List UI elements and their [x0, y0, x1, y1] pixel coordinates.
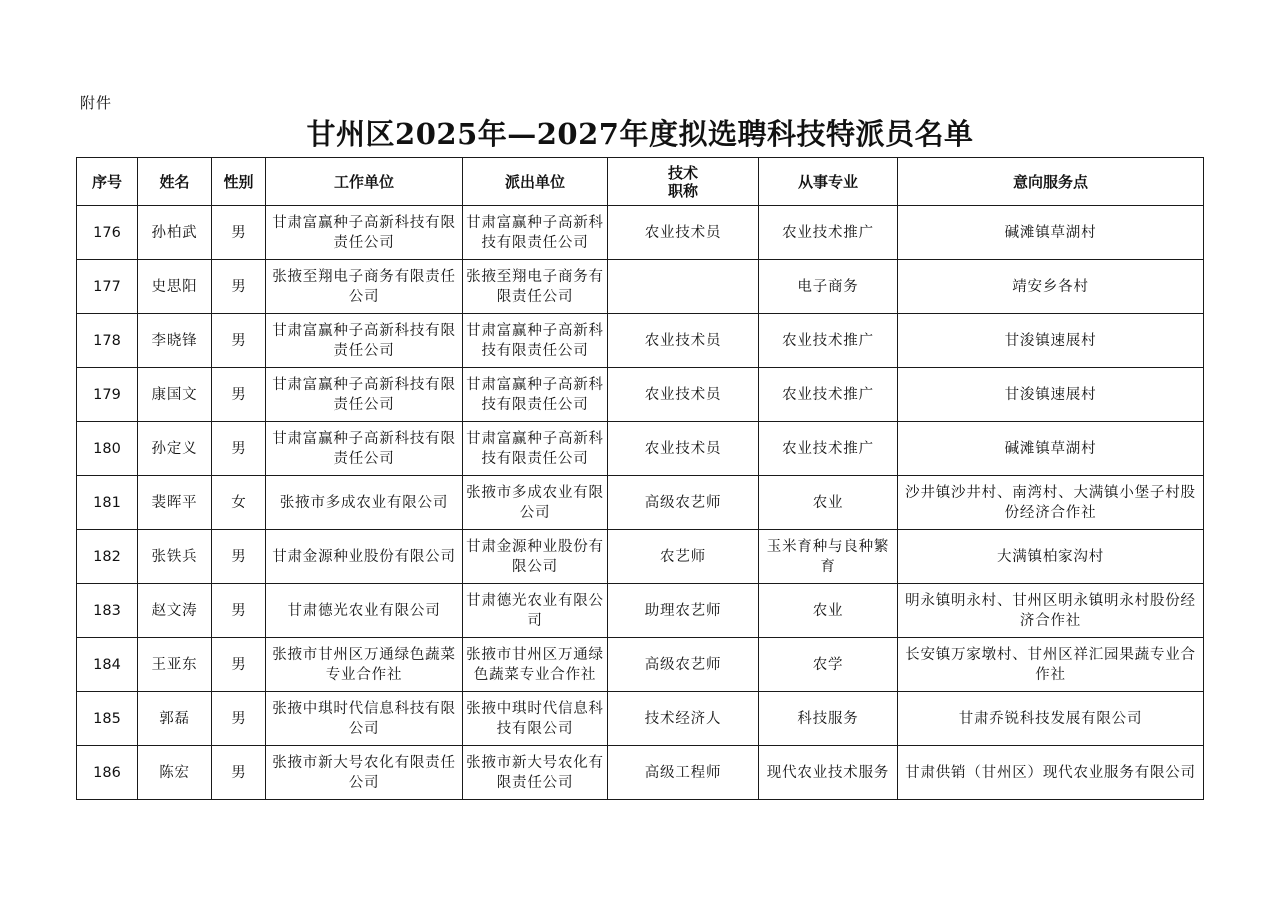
cell-gender: 男 [212, 422, 266, 476]
cell-service-point: 甘浚镇速展村 [898, 314, 1204, 368]
table-row [77, 422, 1204, 476]
cell-work-unit: 张掖至翔电子商务有限责任公司 [266, 260, 463, 314]
table-row [77, 692, 1204, 746]
table-row [77, 260, 1204, 314]
cell-work-unit: 甘肃金源种业股份有限公司 [266, 530, 463, 584]
cell-name: 孙柏武 [138, 206, 212, 260]
cell-dispatch-unit: 甘肃金源种业股份有限公司 [463, 530, 608, 584]
cell-seq: 179 [77, 368, 138, 422]
table-row [77, 314, 1204, 368]
roster-table [76, 157, 1204, 800]
cell-name: 赵文涛 [138, 584, 212, 638]
header-tech-title-line1: 技术 [667, 163, 698, 182]
cell-work-unit: 甘肃德光农业有限公司 [266, 584, 463, 638]
cell-name: 王亚东 [138, 638, 212, 692]
cell-service-point: 大满镇柏家沟村 [898, 530, 1204, 584]
cell-name: 史思阳 [138, 260, 212, 314]
cell-dispatch-unit: 张掖市多成农业有限公司 [463, 476, 608, 530]
cell-tech-title: 农艺师 [608, 530, 759, 584]
cell-name: 裴晖平 [138, 476, 212, 530]
cell-gender: 男 [212, 638, 266, 692]
cell-service-point: 碱滩镇草湖村 [898, 206, 1204, 260]
cell-seq: 184 [77, 638, 138, 692]
cell-seq: 178 [77, 314, 138, 368]
cell-name: 李晓锋 [138, 314, 212, 368]
cell-dispatch-unit: 张掖市甘州区万通绿色蔬菜专业合作社 [463, 638, 608, 692]
cell-gender: 男 [212, 530, 266, 584]
cell-specialty: 现代农业技术服务 [759, 746, 898, 800]
cell-tech-title: 农业技术员 [608, 368, 759, 422]
cell-name: 张铁兵 [138, 530, 212, 584]
document-title: 甘州区2025年—2027年度拟选聘科技特派员名单 [306, 117, 974, 151]
cell-name: 郭磊 [138, 692, 212, 746]
table-header-row [77, 158, 1204, 206]
cell-dispatch-unit: 甘肃富赢种子高新科技有限责任公司 [463, 422, 608, 476]
cell-specialty: 农业技术推广 [759, 206, 898, 260]
cell-name: 陈宏 [138, 746, 212, 800]
cell-name: 康国文 [138, 368, 212, 422]
table-row [77, 206, 1204, 260]
cell-tech-title: 高级农艺师 [608, 476, 759, 530]
table-row [77, 530, 1204, 584]
cell-gender: 男 [212, 692, 266, 746]
cell-gender: 男 [212, 314, 266, 368]
cell-seq: 185 [77, 692, 138, 746]
cell-seq: 183 [77, 584, 138, 638]
cell-service-point: 甘浚镇速展村 [898, 368, 1204, 422]
cell-work-unit: 张掖中琪时代信息科技有限公司 [266, 692, 463, 746]
cell-specialty: 农业技术推广 [759, 422, 898, 476]
cell-specialty: 农业技术推广 [759, 368, 898, 422]
cell-work-unit: 张掖市新大号农化有限责任公司 [266, 746, 463, 800]
cell-name: 孙定义 [138, 422, 212, 476]
cell-tech-title: 技术经济人 [608, 692, 759, 746]
table-row [77, 638, 1204, 692]
cell-tech-title: 助理农艺师 [608, 584, 759, 638]
table-row [77, 746, 1204, 800]
cell-dispatch-unit: 张掖至翔电子商务有限责任公司 [463, 260, 608, 314]
cell-gender: 男 [212, 260, 266, 314]
header-gender: 性别 [212, 158, 266, 206]
table-body [77, 206, 1204, 800]
header-dispatch-unit: 派出单位 [463, 158, 608, 206]
cell-specialty: 科技服务 [759, 692, 898, 746]
cell-work-unit: 甘肃富赢种子高新科技有限责任公司 [266, 368, 463, 422]
header-seq: 序号 [77, 158, 138, 206]
cell-dispatch-unit: 甘肃富赢种子高新科技有限责任公司 [463, 314, 608, 368]
cell-service-point: 碱滩镇草湖村 [898, 422, 1204, 476]
cell-tech-title [608, 260, 759, 314]
cell-seq: 182 [77, 530, 138, 584]
cell-specialty: 农学 [759, 638, 898, 692]
cell-gender: 男 [212, 584, 266, 638]
cell-service-point: 明永镇明永村、甘州区明永镇明永村股份经济合作社 [898, 584, 1204, 638]
cell-work-unit: 张掖市甘州区万通绿色蔬菜专业合作社 [266, 638, 463, 692]
cell-seq: 180 [77, 422, 138, 476]
cell-work-unit: 张掖市多成农业有限公司 [266, 476, 463, 530]
cell-tech-title: 高级工程师 [608, 746, 759, 800]
cell-specialty: 农业 [759, 476, 898, 530]
cell-seq: 181 [77, 476, 138, 530]
table-row [77, 584, 1204, 638]
cell-seq: 186 [77, 746, 138, 800]
cell-specialty: 农业 [759, 584, 898, 638]
cell-dispatch-unit: 张掖中琪时代信息科技有限公司 [463, 692, 608, 746]
header-tech-title [608, 158, 759, 206]
cell-dispatch-unit: 张掖市新大号农化有限责任公司 [463, 746, 608, 800]
cell-dispatch-unit: 甘肃富赢种子高新科技有限责任公司 [463, 368, 608, 422]
cell-service-point: 沙井镇沙井村、南湾村、大满镇小堡子村股份经济合作社 [898, 476, 1204, 530]
cell-dispatch-unit: 甘肃德光农业有限公司 [463, 584, 608, 638]
cell-work-unit: 甘肃富赢种子高新科技有限责任公司 [266, 422, 463, 476]
cell-gender: 男 [212, 206, 266, 260]
table-row [77, 368, 1204, 422]
cell-tech-title: 农业技术员 [608, 206, 759, 260]
cell-work-unit: 甘肃富赢种子高新科技有限责任公司 [266, 206, 463, 260]
cell-specialty: 农业技术推广 [759, 314, 898, 368]
attachment-label: 附件 [80, 94, 113, 112]
cell-seq: 176 [77, 206, 138, 260]
cell-work-unit: 甘肃富赢种子高新科技有限责任公司 [266, 314, 463, 368]
cell-gender: 男 [212, 368, 266, 422]
cell-service-point: 甘肃供销（甘州区）现代农业服务有限公司 [898, 746, 1204, 800]
cell-service-point: 长安镇万家墩村、甘州区祥汇园果蔬专业合作社 [898, 638, 1204, 692]
cell-gender: 男 [212, 746, 266, 800]
cell-service-point: 甘肃乔锐科技发展有限公司 [898, 692, 1204, 746]
cell-tech-title: 高级农艺师 [608, 638, 759, 692]
header-name: 姓名 [138, 158, 212, 206]
cell-service-point: 靖安乡各村 [898, 260, 1204, 314]
cell-dispatch-unit: 甘肃富赢种子高新科技有限责任公司 [463, 206, 608, 260]
cell-tech-title: 农业技术员 [608, 422, 759, 476]
table-row [77, 476, 1204, 530]
cell-specialty: 玉米育种与良种繁育 [759, 530, 898, 584]
header-specialty: 从事专业 [759, 158, 898, 206]
cell-gender: 女 [212, 476, 266, 530]
cell-tech-title: 农业技术员 [608, 314, 759, 368]
header-work-unit: 工作单位 [266, 158, 463, 206]
cell-specialty: 电子商务 [759, 260, 898, 314]
header-service-point: 意向服务点 [898, 158, 1204, 206]
header-tech-title-line2: 职称 [667, 181, 698, 200]
cell-seq: 177 [77, 260, 138, 314]
